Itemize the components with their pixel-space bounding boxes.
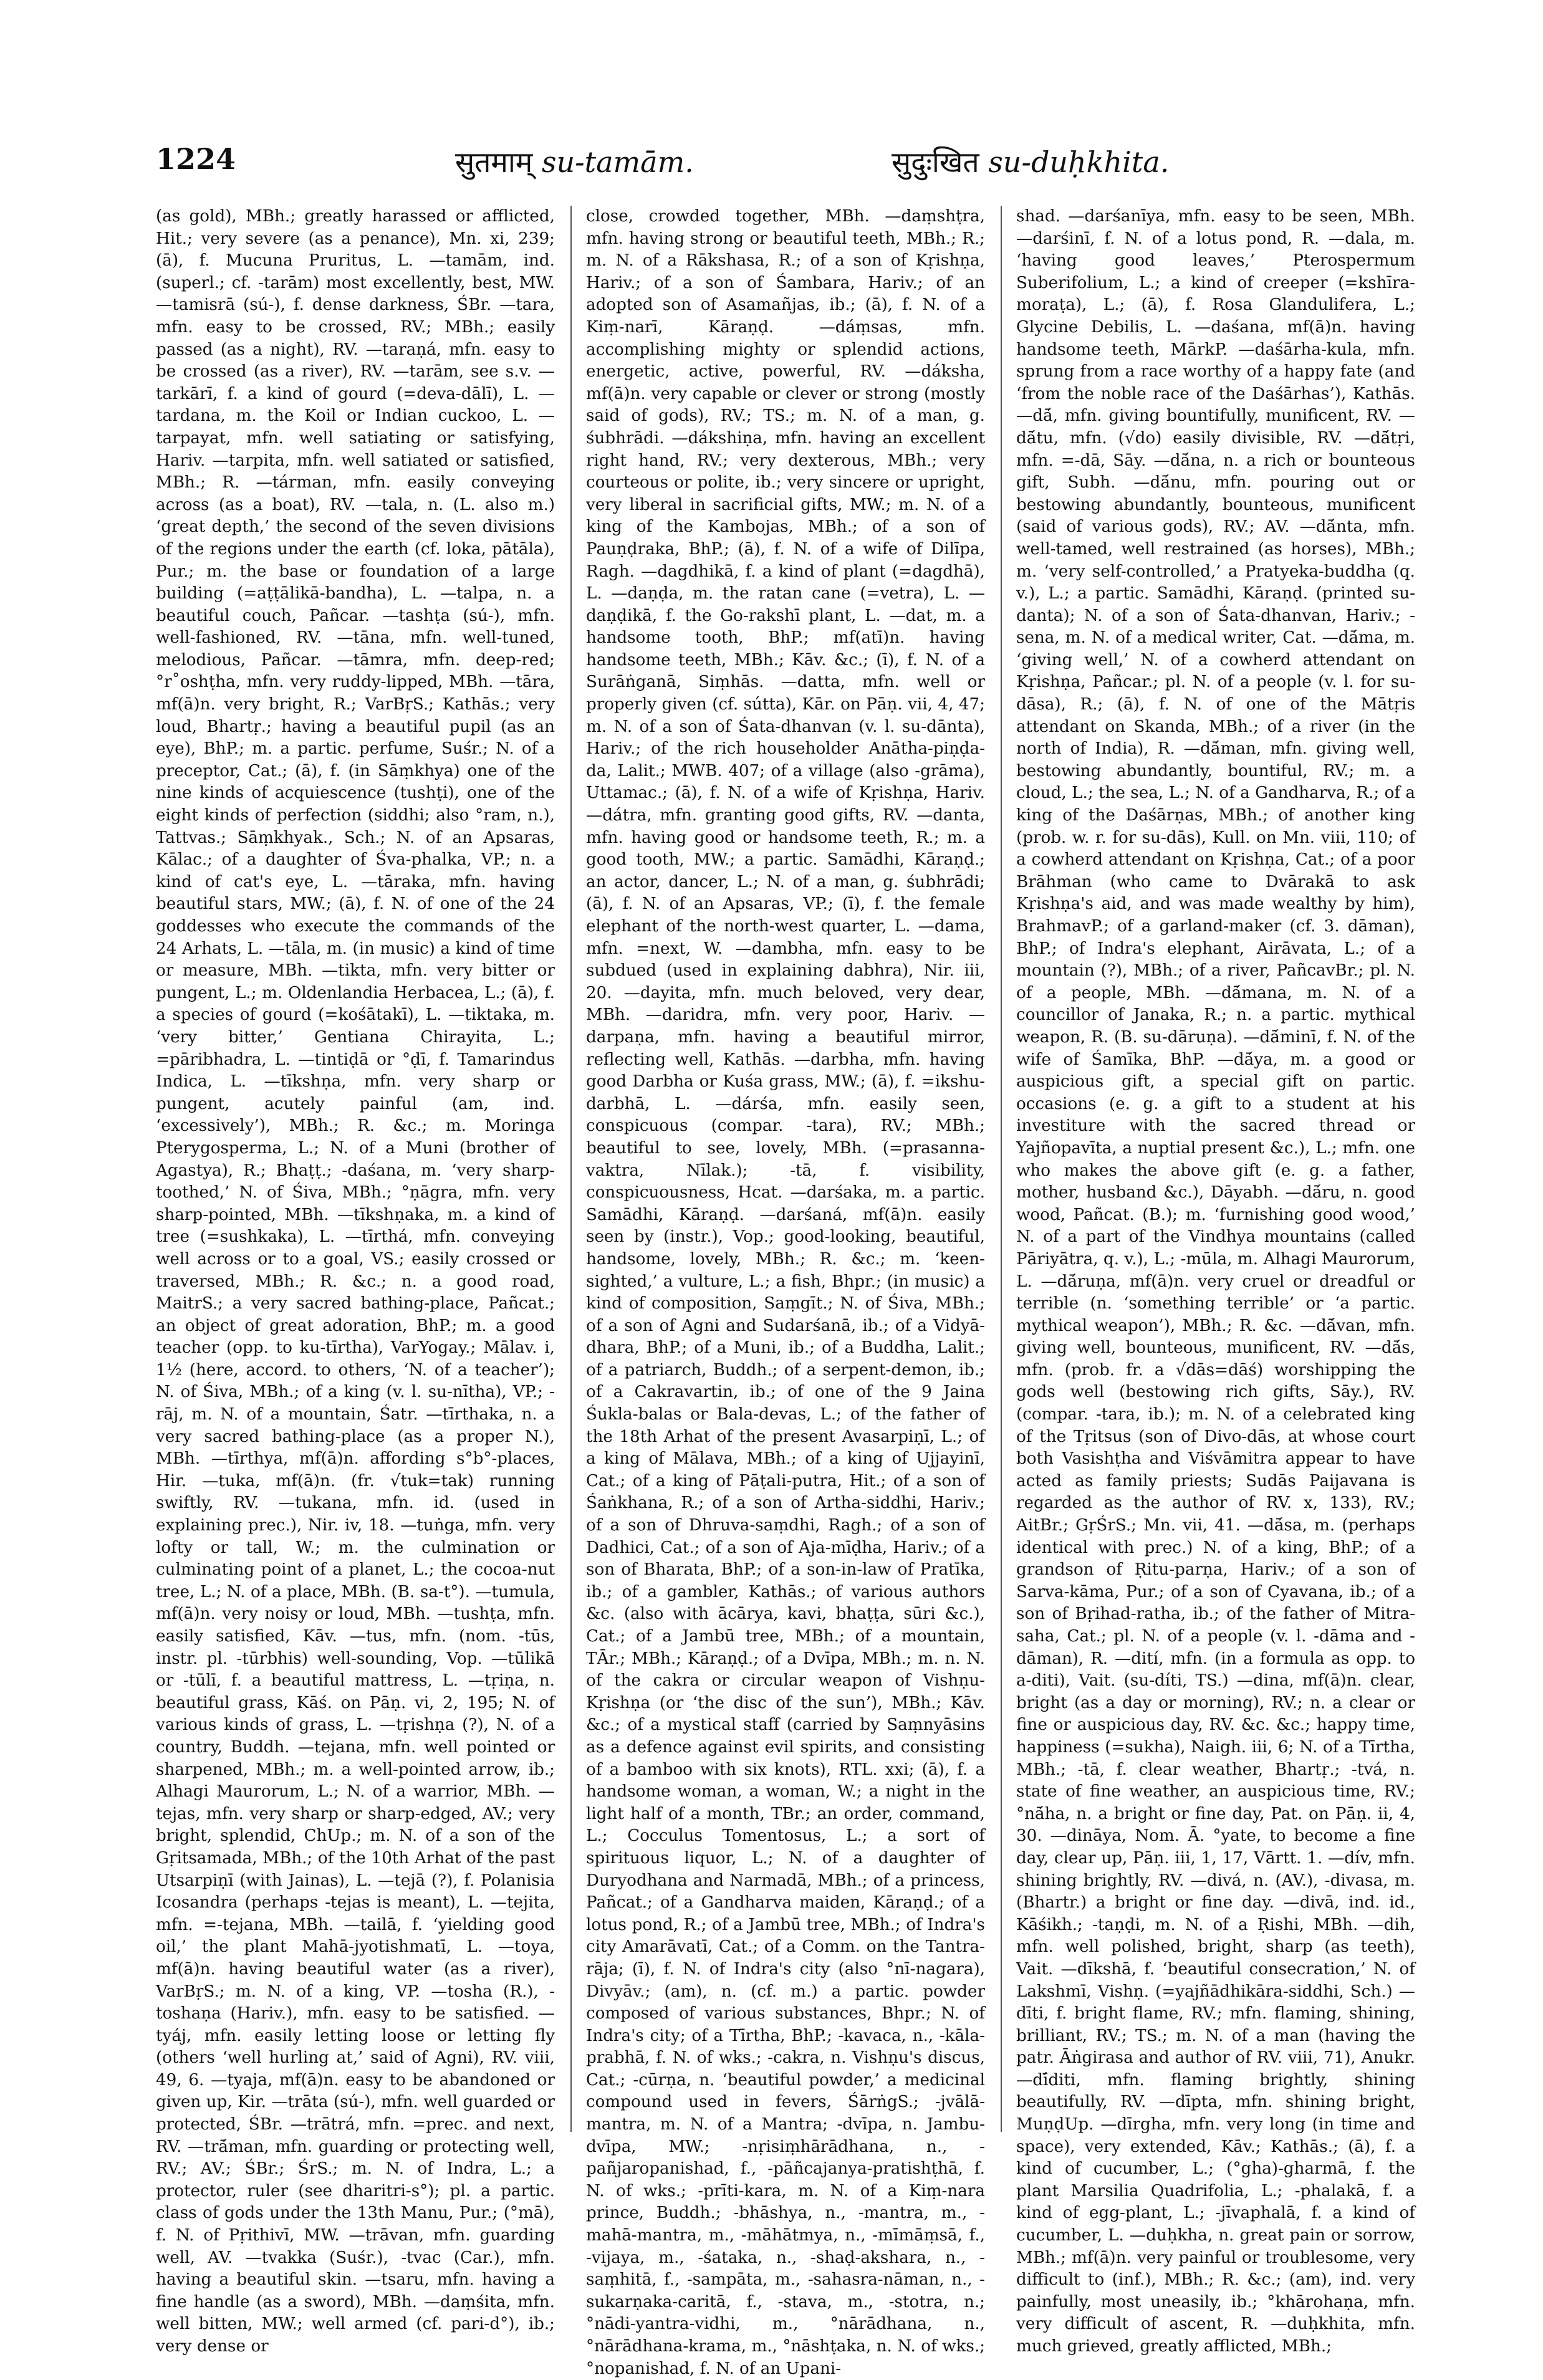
running-header bbox=[156, 142, 1415, 192]
dictionary-column-1: (as gold), MBh.; greatly harassed or afflicted, Hit.; very severe (as a penance), Mn. xi, 239; (ā), f. Mucuna Pruritus, L. —tamām, ind. (superl.; cf. -tarām) most excellently, best, MW. —tamisrā (sú-), f. dense darkness, ŚBr. —tara, mfn. easy to be crossed, RV.; MBh.; easily passed (as a night), RV. —taraṇá, mfn. easy to be crossed (as a river), RV. —tarām, see s.v. —tarkārī, f. a kind of gourd (=deva-dālī), L. —tardana, m. the Koil or Indian cuckoo, L. —tarpayat, mfn. well satiating or satisfying, Hariv. —tarpita, mfn. well satiated or satisfied, MBh.; R. —tárman, mfn. easily conveying across (as a boat), RV. —tala, n. (L. also m.) ‘great depth,’ the second of the seven divisions of the regions under the earth (cf. loka, pātāla), Pur.; m. the base or foundation of a large building (=aṭṭālikā-bandha), L. —talpa, n. a beautiful couch, Pañcar. —tashṭa (sú-), mfn. well-fashioned, RV. —tāna, mfn. well-tuned, melodious, Pañcar. —tāmra, mfn. deep-red; °r˚oshṭha, mfn. very ruddy-lipped, MBh. —tāra, mf(ā)n. very bright, R.; VarBṛS.; Kathās.; very loud, Bhartṛ.; having a beautiful pupil (as an eye), BhP.; m. a partic. perfume, Suśr.; N. of a preceptor, Cat.; (ā), f. (in Sāṃkhya) one of the nine kinds of acquiescence (tushṭi), one of the eight kinds of perfection (siddhi; also °ram, n.), Tattvas.; Sāṃkhyak., Sch.; N. of an Apsaras, Kālac.; of a daughter of Śva-phalka, VP.; n. a kind of cat's eye, L. —tāraka, mfn. having beautiful stars, MW.; (ā), f. N. of one of the 24 goddesses who execute the commands of the 24 Arhats, L. —tāla, m. (in music) a kind of time or measure, MBh. —tikta, mfn. very bitter or pungent, L.; m. Oldenlandia Herbacea, L.; (ā), f. a species of gourd (=kośātakī), L. —tiktaka, m. ‘very bitter,’ Gentiana Chirayita, L.; =pāribhadra, L. —tintiḍā or °ḍī, f. Tamarindus Indica, L. —tīkshṇa, mfn. very sharp or pungent, acutely painful (am, ind. ‘excessively’), MBh.; R. &c.; m. Moringa Pterygosperma, L.; N. of a Muni (brother of Agastya), R.; Bhaṭṭ.; -daśana, m. ‘very sharp-toothed,’ N. of Śiva, MBh.; °ṇāgra, mfn. very sharp-pointed, MBh. —tīkshṇaka, m. a kind of tree (=sushkaka), L. —tīrthá, mfn. conveying well across or to a goal, VS.; easily crossed or traversed, MBh.; R. &c.; n. a good road, MaitrS.; a very sacred bathing-place, Pañcat.; an object of great adoration, BhP.; m. a good teacher (opp. to ku-tīrtha), VarYogay.; Mālav. i, 1½ (here, accord. to others, ‘N. of a teacher’); N. of Śiva, MBh.; of a king (v. l. su-nītha), VP.; -rāj, m. N. of a mountain, Śatr. —tīrthaka, n. a very sacred bathing-place (as a proper N.), MBh. —tīrthya, mf(ā)n. affording s°b°-places, Hir. —tuka, mf(ā)n. (fr. √tuk=tak) running swiftly, RV. —tukana, mfn. id. (used in explaining prec.), Nir. iv, 18. —tuṅga, mfn. very lofty or tall, W.; m. the culmination or culminating point of a planet, L.; the cocoa-nut tree, L.; N. of a place, MBh. (B. sa-t°). —tumula, mf(ā)n. very noisy or loud, MBh. —tushṭa, mfn. easily satisfied, Kāv. —tus, mfn. (nom. -tūs, instr. pl. -tūrbhis) well-sounding, Vop. —tūlikā or -tūlī, f. a beautiful mattress, L. —tṛiṇa, n. beautiful grass, Kāś. on Pāṇ. vi, 2, 195; N. of various kinds of grass, L. —tṛishṇa (?), N. of a country, Buddh. —tejana, mfn. well pointed or sharpened, MBh.; m. a well-pointed arrow, ib.; Alhagi Maurorum, L.; N. of a warrior, MBh. —tejas, mfn. very sharp or sharp-edged, AV.; very bright, splendid, ChUp.; m. N. of a son of the Gṛitsamada, MBh.; of the 10th Arhat of the past Utsarpiṇī (with Jainas), L. —tejā (?), f. Polanisia Icosandra (perhaps -tejas is meant), L. —tejita, mfn. =-tejana, MBh. —tailā, f. ‘yielding good oil,’ the plant Mahā-jyotishmatī, L. —toya, mf(ā)n. having beautiful water (as a river), VarBṛS.; m. N. of a king, VP. —tosha (R.), -toshaṇa (Hariv.), mfn. easy to be satisfied. —tyáj, mfn. easily letting loose or letting fly (others ‘well hurling at,’ said of Agni), RV. viii, 49, 6. —tyaja, mf(ā)n. easy to be abandoned or given up, Kir. —trāta (sú-), mfn. well guarded or protected, ŚBr. —trātrá, mfn. =prec. and next, RV. —trā́man, mfn. guarding or protecting well, RV.; AV.; ŚBr.; ŚrS.; m. N. of Indra, L.; a protector, ruler (see dharitri-s°); pl. a partic. class of gods under the 13th Manu, Pur.; (°mā), f. N. of Pṛithivī, MW. —trāvan, mfn. guarding well, AV. —tvakka (Suśr.), -tvac (Car.), mfn. having a beautiful skin. —tsaru, mfn. having a fine handle (as a sword), MBh. —daṃśita, mfn. well bitten, MW.; well armed (cf. pari-d°), ib.; very dense or bbox=[156, 207, 555, 2356]
dictionary-column-2: close, crowded together, MBh. —daṃshṭra, mfn. having strong or beautiful teeth, MBh.; R.; m. N. of a Rākshasa, R.; of a son of Kṛishṇa, Hariv.; of a son of Śambara, Hariv.; of an adopted son of Asamañjas, ib.; (ā), f. N. of a Kiṃ-narī, Kāraṇḍ. —dáṃsas, mfn. accomplishing mighty or splendid actions, energetic, active, powerful, RV. —dáksha, mf(ā)n. very capable or clever or strong (mostly said of gods), RV.; TS.; m. N. of a man, g. śubhrādi. —dákshiṇa, mfn. having an excellent right hand, RV.; very dexterous, MBh.; very courteous or polite, ib.; very sincere or upright, very liberal in sacrificial gifts, MW.; m. N. of a king of the Kambojas, MBh.; of a son of Pauṇḍraka, BhP.; (ā), f. N. of a wife of Dilīpa, Ragh. —dagdhikā, f. a kind of plant (=dagdhā), L. —daṇḍa, m. the ratan cane (=vetra), L. —daṇḍikā, f. the Go-rakshī plant, L. —dat, m. a handsome tooth, BhP.; mf(atī)n. having handsome teeth, MBh.; Kāv. &c.; (ī), f. N. of a Surāṅganā, Siṃhās. —datta, mfn. well or properly given (cf. sútta), Kār. on Pāṇ. vii, 4, 47; m. N. of a son of Śata-dhanvan (v. l. su-dānta), Hariv.; of the rich householder Anātha-piṇḍa-da, Lalit.; MWB. 407; of a village (also -grāma), Uttamac.; (ā), f. N. of a wife of Kṛishṇa, Hariv. —dátra, mfn. granting good gifts, RV. —danta, mfn. having good or handsome teeth, R.; m. a good tooth, MW.; a partic. Samādhi, Kāraṇḍ.; an actor, dancer, L.; N. of a man, g. śubhrādi; (ā), f. N. of an Apsaras, VP.; (ī), f. the female elephant of the north-west quarter, L. —dama, mfn. =next, W. —dambha, mfn. easy to be subdued (used in explaining dabhra), Nir. iii, 20. —dayita, mfn. much beloved, very dear, MBh. —daridra, mfn. very poor, Hariv. —darpaṇa, mfn. having a beautiful mirror, reflecting well, Kathās. —darbha, mfn. having good Darbha or Kuśa grass, MW.; (ā), f. =ikshu-darbhā, L. —dárśa, mfn. easily seen, conspicuous (compar. -tara), RV.; MBh.; beautiful to see, lovely, MBh. (=prasanna-vaktra, Nīlak.); -tā, f. visibility, conspicuousness, Hcat. —darśaka, m. a partic. Samādhi, Kāraṇḍ. —darśaná, mf(ā)n. easily seen by (instr.), Vop.; good-looking, beautiful, handsome, lovely, MBh.; R. &c.; m. ‘keen-sighted,’ a vulture, L.; a fish, Bhpr.; (in music) a kind of composition, Saṃgīt.; N. of Śiva, MBh.; of a son of Agni and Sudarśanā, ib.; of a Vidyā-dhara, BhP.; of a Muni, ib.; of a Buddha, Lalit.; of a patriarch, Buddh.; of a serpent-demon, ib.; of a Cakravartin, ib.; of one of the 9 Jaina Śukla-balas or Bala-devas, L.; of the father of the 18th Arhat of the present Avasarpiṇī, L.; of a king of Mālava, MBh.; of a king of Ujjayinī, Cat.; of a king of Pāṭali-putra, Hit.; of a son of Śaṅkhana, R.; of a son of Artha-siddhi, Hariv.; of a son of Dhruva-saṃdhi, Ragh.; of a son of Dadhici, Cat.; of a son of Aja-mīḍha, Hariv.; of a son of Bharata, BhP.; of a son-in-law of Pratīka, ib.; of a gambler, Kathās.; of various authors &c. (also with ācārya, kavi, bhaṭṭa, sūri &c.), Cat.; of a Jambū tree, MBh.; of a mountain, TĀr.; MBh.; Kāraṇḍ.; of a Dvīpa, MBh.; m. n. N. of the cakra or circular weapon of Vishṇu-Kṛishṇa (or ‘the disc of the sun’), MBh.; Kāv. &c.; of a mystical staff (carried by Saṃnyāsins as a defence against evil spirits, and consisting of a bamboo with six knots), RTL. xxi; (ā), f. a handsome woman, a woman, W.; a night in the light half of a month, TBr.; an order, command, L.; Cocculus Tomentosus, L.; a sort of spirituous liquor, L.; N. of a daughter of Duryodhana and Narmadā, MBh.; of a princess, Pañcat.; of a Gandharva maiden, Kāraṇḍ.; of a lotus pond, R.; of a Jambū tree, MBh.; of Indra's city Amarāvatī, Cat.; of a Comm. on the Tantra-rāja; (ī), f. N. of Indra's city (also °nī-nagara), Divyāv.; (am), n. (cf. m.) a partic. powder composed of various substances, Bhpr.; N. of Indra's city; of a Tīrtha, BhP.; -kavaca, n., -kāla-prabhā, f. N. of wks.; -cakra, n. Vishṇu's discus, Cat.; -cūrṇa, n. ‘beautiful powder,’ a medicinal compound used in fevers, ŚārṅgS.; -jvālā-mantra, m. N. of a Mantra; -dvīpa, n. Jambu-dvīpa, MW.; -nṛisiṃhārādhana, n., -pañjaropanishad, f., -pāñcajanya-pratishṭhā, f. N. of wks.; -prīti-kara, m. N. of a Kiṃ-nara prince, Buddh.; -bhāshya, n., -mantra, m., -mahā-mantra, m., -māhātmya, n., -mīmāṃsā, f., -vijaya, m., -śataka, n., -shaḍ-akshara, n., -saṃhitā, f., -sampāta, m., -sahasra-nāman, n., -sukarṇaka-caritā, f., -stava, m., -stotra, n.; °nādi-yantra-vidhi, m., °nārādhana, n., °nārādhana-krama, m., °nāshṭaka, n. N. of wks.; °nopanishad, f. N. of an Upani- bbox=[586, 207, 985, 2378]
right-headword bbox=[892, 142, 1169, 181]
right-headword-devanagari: सुदुःखित bbox=[892, 145, 979, 179]
left-headword bbox=[455, 142, 694, 181]
right-headword-roman: su-duḥkhita. bbox=[988, 145, 1170, 179]
left-headword-roman: su-tamām. bbox=[541, 145, 694, 179]
page-number: 1224 bbox=[156, 142, 236, 176]
left-headword-devanagari: सुतमाम् bbox=[455, 145, 533, 179]
dictionary-column-3: shad. —darśanīya, mfn. easy to be seen, MBh. —darśinī, f. N. of a lotus pond, R. —dala, m. ‘having good leaves,’ Pterospermum Suberifolium, L.; a kind of creeper (=kshīra-moraṭa), L.; (ā), f. Rosa Glandulifera, L.; Glycine Debilis, L. —daśana, mf(ā)n. having handsome teeth, MārkP. —daśārha-kula, mfn. sprung from a race worthy of a happy fate (and ‘from the noble race of the Daśārhas’), Kathās. —dā́, mfn. giving bountifully, munificent, RV. —dā́tu, mfn. (√do) easily divisible, RV. —dā́tṛi, mfn. =-dā, Sāy. —dā́na, n. a rich or bounteous gift, Subh. —dā́nu, mfn. pouring out or bestowing abundantly, bounteous, munificent (said of various gods), RV.; AV. —dā́nta, mfn. well-tamed, well restrained (as horses), MBh.; m. ‘very self-controlled,’ a Pratyeka-buddha (q. v.), L.; a partic. Samādhi, Kāraṇḍ. (printed su-danta); N. of a son of Śata-dhanvan, Hariv.; -sena, m. N. of a medical writer, Cat. —dā́ma, m. ‘giving well,’ N. of a cowherd attendant on Kṛishṇa, Pañcar.; pl. N. of a people (v. l. for su-dāsa), R.; (ā), f. N. of one of the Mātṛis attendant on Skanda, MBh.; of a river (in the north of India), R. —dā́man, mfn. giving well, bestowing abundantly, bountiful, RV.; m. a cloud, L.; the sea, L.; N. of a Gandharva, R.; of a king of the Daśārṇas, MBh.; of another king (prob. w. r. for su-dās), Kull. on Mn. viii, 110; of a cowherd attendant on Kṛishṇa, Cat.; of a poor Brāhman (who came to Dvārakā to ask Kṛishṇa's aid, and was made wealthy by him), BrahmavP.; of a garland-maker (cf. 3. dāman), BhP.; of Indra's elephant, Airāvata, L.; of a mountain (?), MBh.; of a river, PañcavBr.; pl. N. of a people, MBh. —dā́mana, m. N. of a councillor of Janaka, R.; n. a partic. mythical weapon, R. (B. su-dāruṇa). —dā́minī, f. N. of the wife of Śamīka, BhP. —dā́ya, m. a good or auspicious gift, a special gift on partic. occasions (e. g. a gift to a student at his investiture with the sacred thread or Yajñopavīta, a nuptial present &c.), L.; mfn. one who makes the above gift (e. g. a father, mother, husband &c.), Dāyabh. —dā́ru, n. good wood, Pañcat. (B.); m. ‘furnishing good wood,’ N. of a part of the Vindhya mountains (called Pāriyātra, q. v.), L.; -mūla, m. Alhagi Maurorum, L. —dā́ruṇa, mf(ā)n. very cruel or dreadful or terrible (n. ‘something terrible’ or ‘a partic. mythical weapon’), MBh.; R. &c. —dā́van, mfn. giving well, bounteous, munificent, RV. —dā́s, mfn. (prob. fr. a √dās=dāś) worshipping the gods well (bestowing rich gifts, Sāy.), RV. (compar. -tara, ib.); m. N. of a celebrated king of the Tṛitsus (son of Divo-dās, at whose court both Vasishṭha and Viśvāmitra appear to have acted as family priests; Sudās Paijavana is regarded as the author of RV. x, 133), RV.; AitBr.; GṛŚrS.; Mn. vii, 41. —dā́sa, m. (perhaps identical with prec.) N. of a king, BhP.; of a grandson of Ṛitu-parṇa, Hariv.; of a son of Sarva-kāma, Pur.; of a son of Cyavana, ib.; of a son of Bṛihad-ratha, ib.; of the father of Mitra-saha, Cat.; pl. N. of a people (v. l. -dāma and -dāman), R. —dití, mfn. (in a formula as opp. to a-diti), Vait. (su-díti, TS.) —dina, mf(ā)n. clear, bright (as a day or morning), RV.; n. a clear or fine or auspicious day, RV. &c. &c.; happy time, happiness (=sukha), Naigh. iii, 6; N. of a Tīrtha, MBh.; -tā, f. clear weather, Bhartṛ.; -tvá, n. state of fine weather, an auspicious time, RV.; °nā́ha, n. a bright or fine day, Pat. on Pāṇ. ii, 4, 30. —dināya, Nom. Ā. °yate, to become a fine day, clear up, Pāṇ. iii, 1, 17, Vārtt. 1. —dív, mfn. shining brightly, RV. —divá, n. (AV.), -divasa, m. (Bhartr.) a bright or fine day. —divā, ind. id., Kāśikh.; -taṇḍi, m. N. of a Ṛishi, MBh. —dih, mfn. well polished, bright, sharp (as teeth), Vait. —dīkshā, f. ‘beautiful consecration,’ N. of Lakshmī, Vishṇ. (=yajñādhikāra-siddhi, Sch.) —dīti, f. bright flame, RV.; mfn. flaming, shining, brilliant, RV.; TS.; m. N. of a man (having the patr. Āṅgirasa and author of RV. viii, 71), Anukr. —dī́diti, mfn. flaming brightly, shining beautifully, RV. —dīpta, mfn. shining bright, MuṇḍUp. —dīrgha, mfn. very long (in time and space), very extended, Kāv.; Kathās.; (ā), f. a kind of cucumber, L.; (°gha)-gharmā, f. the plant Marsilia Quadrifolia, L.; -phalakā, f. a kind of egg-plant, L.; -jīvaphalā, f. a kind of cucumber, L. —duḥkha, n. great pain or sorrow, MBh.; mf(ā)n. very painful or troublesome, very difficult to (inf.), MBh.; R. &c.; (am), ind. very painfully, most uneasily, ib.; °khārohaṇa, mfn. very difficult of ascent, R. —duḥkhita, mfn. much grieved, greatly afflicted, MBh.; bbox=[1016, 207, 1415, 2356]
dictionary-columns bbox=[156, 206, 1415, 2378]
